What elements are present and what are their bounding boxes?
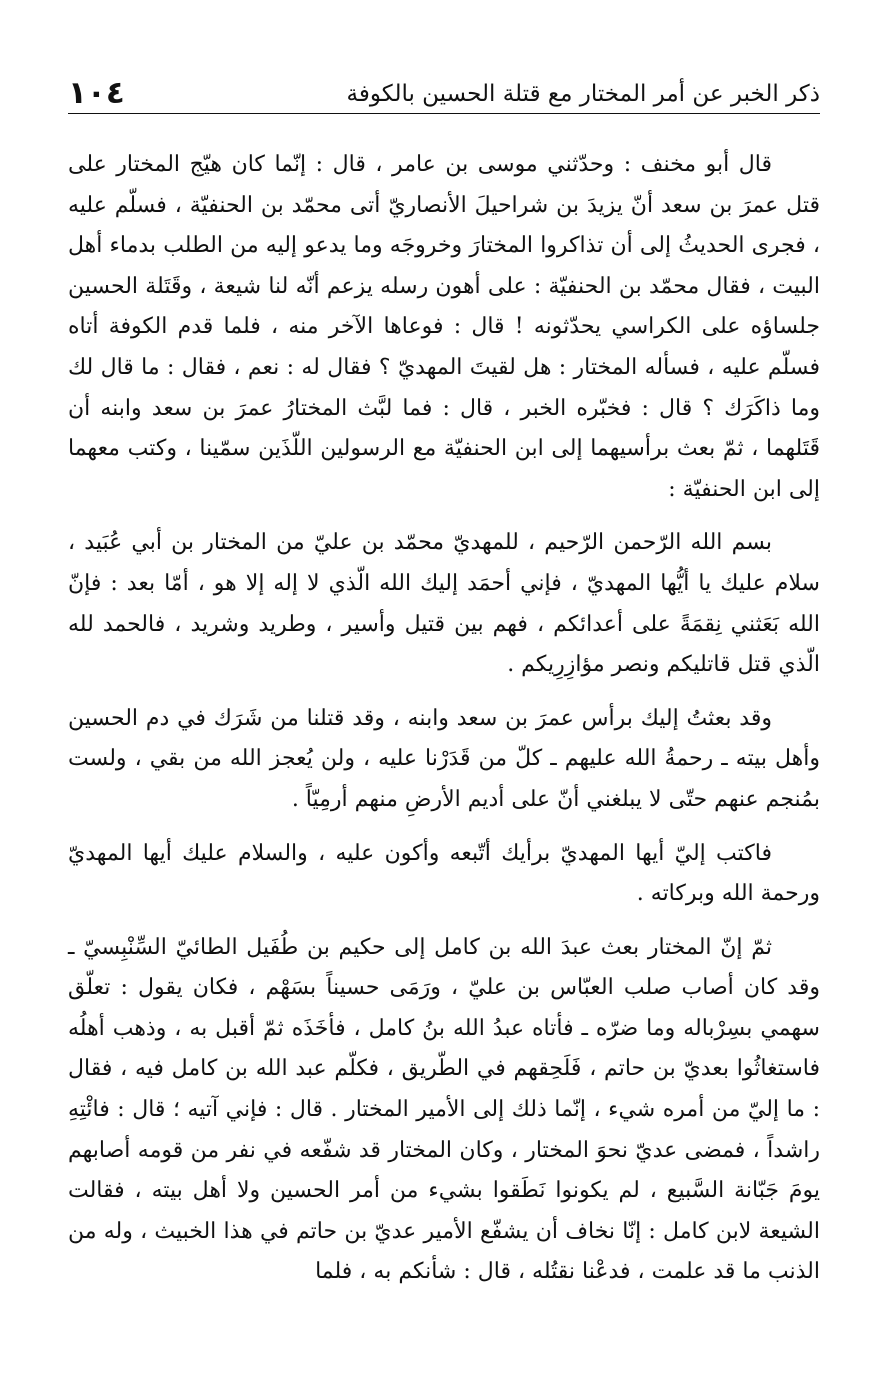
paragraph-letter-heads-sent: وقد بعثتُ إليك برأس عمرَ بن سعد وابنه ، وقد قتلنا من شَرَك في دم الحسين وأهل بيته ـ رحمةُ الله عليهم ـ كلّ من قَدَرْنا عليه ، ولن يُعجز الله من بقي ، ولست بمُنجم عنهم حتّى لا يبلغني أنّ على أديم الأرضِ منهم أرمِيّاً . <box>68 705 820 812</box>
paragraph-letter-opening: بسم الله الرّحمن الرّحيم ، للمهديّ محمّد بن عليّ من المختار بن أبي عُبَيد ، سلام عليك يا أيُّها المهديّ ، فإني أحمَد إليك الله الّذي لا إله إلا هو ، أمّا بعد : فإنّ الله بَعَثني نِقمَةً على أعدائكم ، فهم بين قتيل وأسير ، وطريد وشريد ، فالحمد لله الّذي قتل قاتليكم ونصر مؤازِرِيكم . <box>68 530 820 678</box>
page-body <box>68 145 820 1293</box>
page-header <box>68 64 820 114</box>
page-number: ١٠٤ <box>68 75 125 111</box>
paragraph-hakim-bin-tufayl: ثمّ إنّ المختار بعث عبدَ الله بن كامل إلى حكيم بن طُفَيل الطائيّ السِّنْبِسيّ ـ وقد كان أصاب صلب العبّاس بن عليّ ، ورَمَى حسيناً بسَهْم ، فكان يقول : تعلّق سهمي بسِرْباله وما ضرّه ـ فأتاه عبدُ الله بنُ كامل ، فأخَذَه ثمّ أقبل به ، وذهب أهلُه فاستغاثُوا بعديّ بن حاتم ، فَلَحِقهم في الطّريق ، فكلّم عبد الله بن كامل فيه ، فقال : ما إليّ من أمره شيء ، إنّما ذلك إلى الأمير المختار . قال : فإني آتيه ؛ قال : فائْتِهِ راشداً ، فمضى عديّ نحوَ المختار ، وكان المختار قد شفّعه في نفر من قومه أصابهم يومَ جَبّانة السَّبيع ، لم يكونوا نَطَقوا بشيء من أمر الحسين ولا أهل بيته ، فقالت الشيعة لابن كامل : إنّا نخاف أن يشفّع الأمير عديّ بن حاتم في هذا الخبيث ، وله من الذنب ما قد علمت ، فدعْنا نقتُله ، قال : شأنكم به ، فلما <box>68 934 820 1285</box>
paragraph-abu-mikhnaf-report: قال أبو مخنف : وحدّثني موسى بن عامر ، قال : إنّما كان هيّج المختار على قتل عمرَ بن سعد أنّ يزيدَ بن شراحيلَ الأنصاريّ أتى محمّد بن الحنفيّة ، فسلّم عليه ، فجرى الحديثُ إلى أن تذاكروا المختارَ وخروجَه وما يدعو إليه من الطلب بدماء أهل البيت ، فقال محمّد بن الحنفيّة : على أهون رسله يزعم أنّه لنا شيعة ، وقَتَلة الحسين جلساؤه على الكراسي يحدّثونه ! قال : فوعاها الآخر منه ، فلما قدم الكوفة أتاه فسلّم عليه ، فسأله المختار : هل لقيتَ المهديّ ؟ فقال له : نعم ، فقال : ما قال لك وما ذاكَرَك ؟ قال : فخبّره الخبر ، قال : فما لبَّث المختارُ عمرَ بن سعد وابنه أن قَتَلهما ، ثمّ بعث برأسيهما إلى ابن الحنفيّة مع الرسولين اللّذَين سمّينا ، وكتب معهما إلى ابن الحنفيّة : <box>68 152 820 502</box>
paragraph-letter-closing: فاكتب إليّ أيها المهديّ برأيك أتّبعه وأكون عليه ، والسلام عليك أيها المهديّ ورحمة الله وبركاته . <box>68 840 820 907</box>
running-head: ذكر الخبر عن أمر المختار مع قتلة الحسين بالكوفة <box>346 81 820 108</box>
